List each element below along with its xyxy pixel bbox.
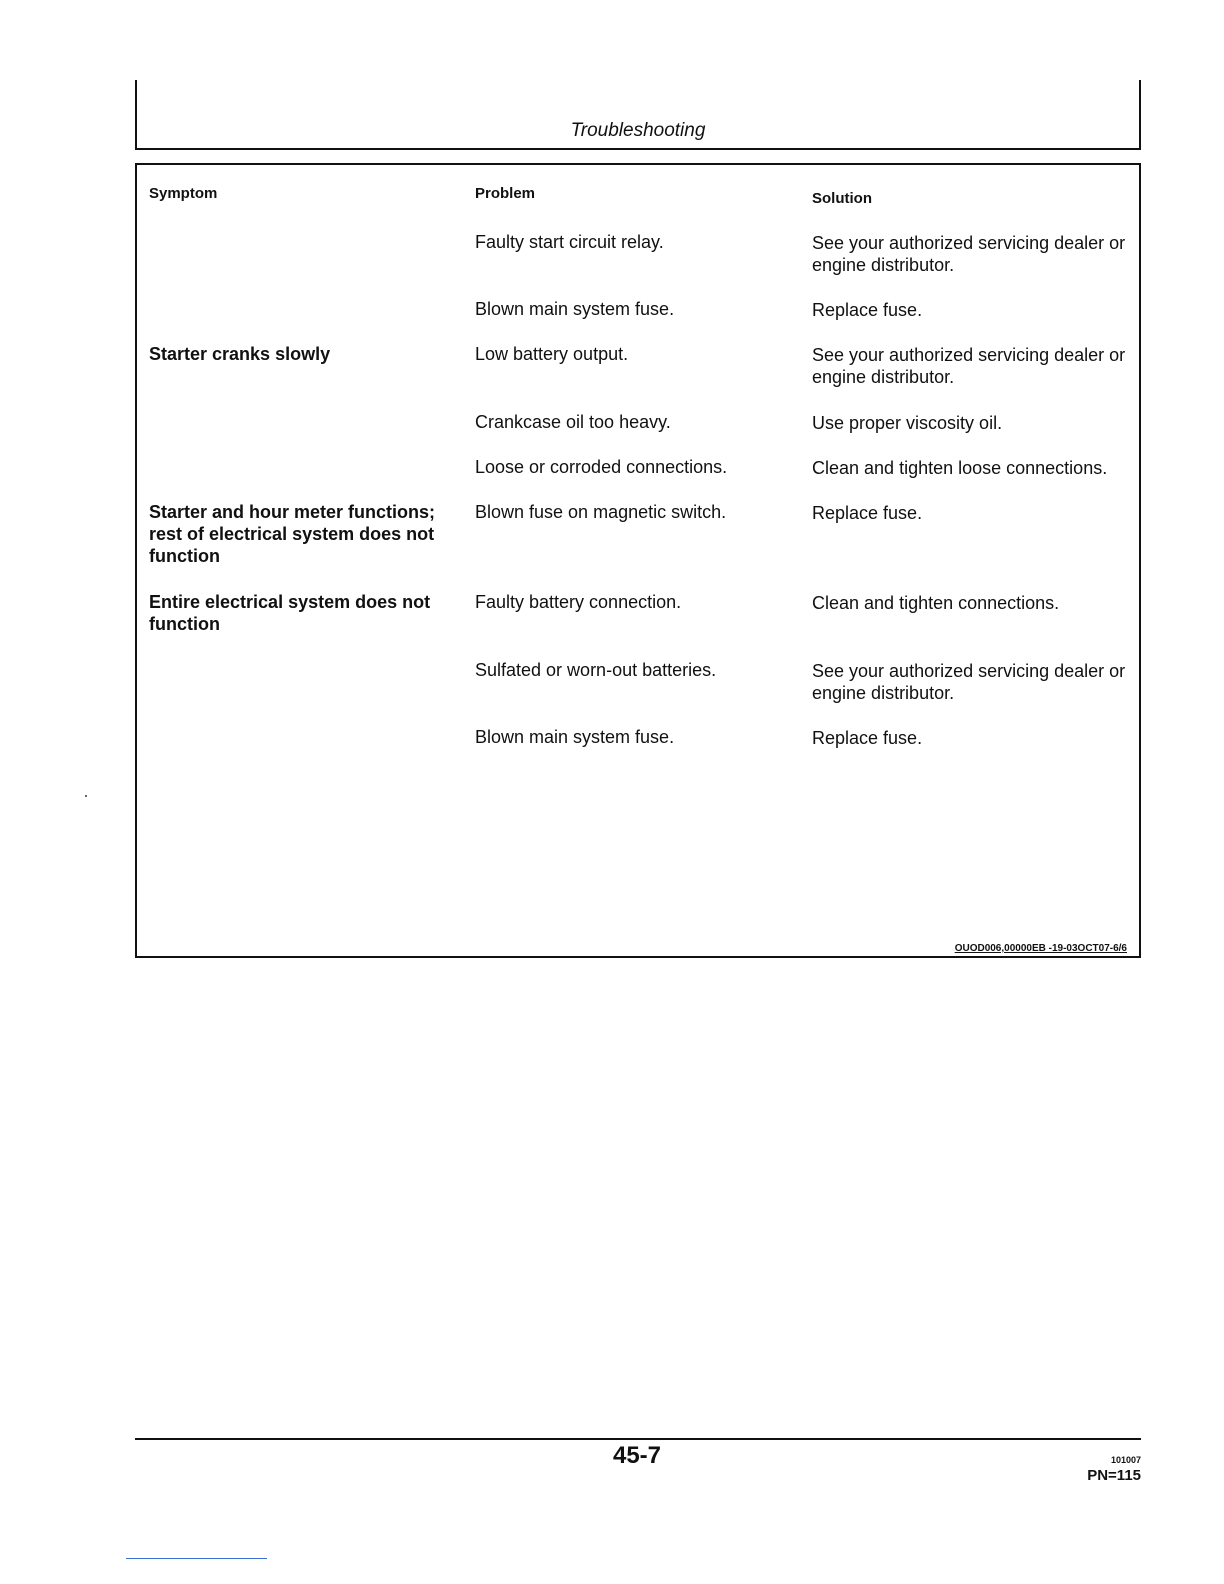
problem-cell: Low battery output. <box>475 344 629 364</box>
footer-code: 101007 <box>1110 1455 1141 1465</box>
page-title: Troubleshooting <box>570 120 706 141</box>
problem-cell: Blown main system fuse. <box>475 727 675 747</box>
solution-cell: Replace fuse. <box>812 300 923 320</box>
solution-cell: See your authorized servicing dealer or engine distributor. <box>812 233 1126 275</box>
solution-cell: See your authorized servicing dealer or engine distributor. <box>812 345 1126 387</box>
solution-cell: Clean and tighten connections. <box>812 593 1060 613</box>
column-header-solution: Solution <box>812 190 872 207</box>
problem-cell: Sulfated or worn-out batteries. <box>475 660 717 680</box>
scan-artifact-dot <box>85 795 87 797</box>
symptom-cell: Entire electrical system does not function <box>149 592 431 634</box>
column-header-problem: Problem <box>475 185 536 202</box>
troubleshooting-table <box>135 163 1141 958</box>
problem-cell: Blown main system fuse. <box>475 299 675 319</box>
footer-pn: PN=115 <box>1087 1467 1141 1484</box>
solution-cell: See your authorized servicing dealer or engine distributor. <box>812 661 1126 703</box>
column-header-symptom: Symptom <box>149 185 218 202</box>
problem-cell: Faulty start circuit relay. <box>475 232 664 252</box>
problem-cell: Faulty battery connection. <box>475 592 682 612</box>
scan-artifact-line <box>126 1558 267 1559</box>
problem-cell: Blown fuse on magnetic switch. <box>475 502 727 522</box>
solution-cell: Clean and tighten loose connections. <box>812 458 1108 478</box>
footer-divider <box>135 1438 1141 1440</box>
page-number: 45-7 <box>612 1442 662 1469</box>
solution-cell: Use proper viscosity oil. <box>812 413 1003 433</box>
symptom-cell: Starter cranks slowly <box>149 344 331 364</box>
header-box <box>135 80 1141 150</box>
problem-cell: Crankcase oil too heavy. <box>475 412 671 432</box>
solution-cell: Replace fuse. <box>812 728 923 748</box>
symptom-cell: Starter and hour meter functions; rest of electrical system does not function <box>149 502 436 566</box>
document-reference: OUOD006,00000EB -19-03OCT07-6/6 <box>954 943 1127 954</box>
solution-cell: Replace fuse. <box>812 503 923 523</box>
problem-cell: Loose or corroded connections. <box>475 457 728 477</box>
